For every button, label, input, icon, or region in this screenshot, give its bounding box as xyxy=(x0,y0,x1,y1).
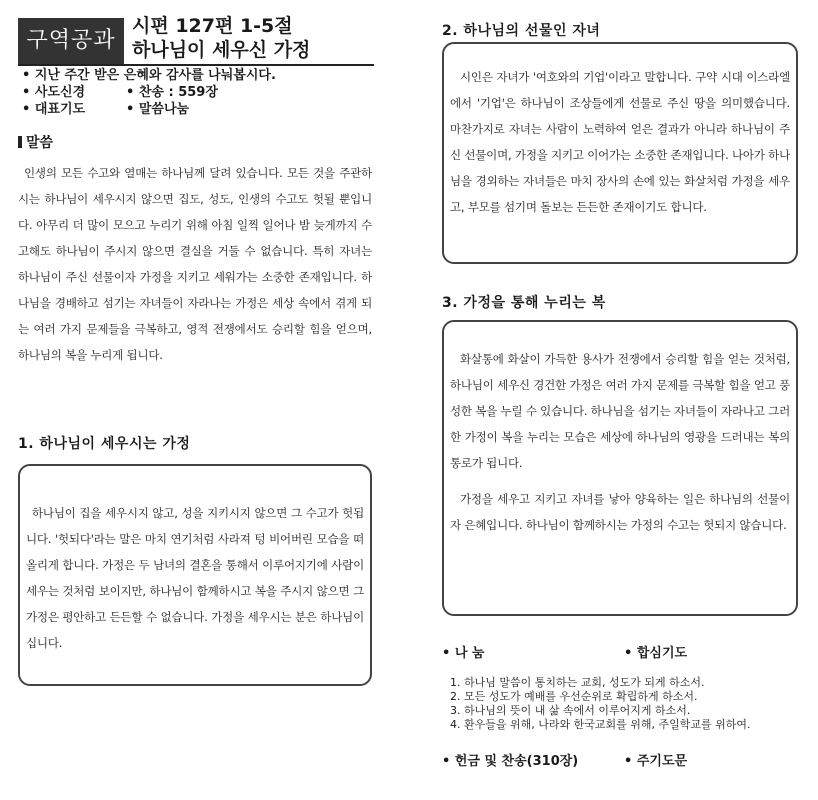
order-row xyxy=(22,101,382,118)
title-block xyxy=(132,14,372,62)
title-badge: 구역공과 xyxy=(18,18,124,64)
point-2-box xyxy=(442,42,798,264)
section-marker xyxy=(18,136,22,148)
sermon-body: 인생의 모든 수고와 열매는 하나님께 달려 있습니다. 모든 것을 주관하시는 하나님이 세우시지 않으면 집도, 성도, 인생의 수고도 헛될 뿐입니다. 아무리 더 많이 모으고 누리기 위해 아침 일찍 일어나 밤 늦게까지 수고해도 하나님이 주시지 않으면 결실을 거둘 수 없습니다. 특히 자녀는 하나님이 주신 선물이자 가정을 지키고 세워가는 소중한 존재입니다. 하나님을 경배하고 섬기는 자녀들이 자라나는 가정은 세상 속에서 겪게 되는 여러 가지 문제들을 극복하고, 영적 전쟁에서도 승리할 힘을 얻으며, 하나님의 복을 누리게 됩니다. xyxy=(18,166,372,362)
order-item-creed: • 사도신경 xyxy=(22,85,86,100)
prayer-item: 1. 하나님 말씀이 통치하는 교회, 성도가 되게 하소서. xyxy=(450,676,705,689)
lords-prayer-label: • 주기도문 xyxy=(624,754,688,769)
point-3-body: 화살통에 화살이 가득한 용사가 전쟁에서 승리할 힘을 얻는 것처럼, 하나님이 세우신 경건한 가정은 여러 가지 문제를 극복할 힘을 얻고 풍성한 복을 누릴 수 있습니다. 하나님을 섬기는 자녀들이 자라나고 그러한 가정이 복을 누리는 모습은 세상에 하나님의 영광을 드러내는 복의 통로가 됩니다. xyxy=(450,352,791,470)
order-item-hymn: • 찬송 : 559장 xyxy=(126,85,218,100)
order-of-service xyxy=(22,67,382,118)
joint-prayer-label: • 합심기도 xyxy=(624,646,688,661)
order-item-sharing: • 말씀나눔 xyxy=(126,102,190,117)
title-divider xyxy=(18,64,374,66)
point-3-heading: 3. 가정을 통해 누리는 복 xyxy=(442,295,606,311)
sharing-label: • 나 눔 xyxy=(442,646,485,661)
point-1-box xyxy=(18,464,372,686)
prayer-item: 4. 환우들을 위해, 나라와 한국교회를 위해, 주일학교를 위하여. xyxy=(450,718,751,731)
lesson-title: 하나님이 세우신 가정 xyxy=(132,39,311,61)
point-3-box xyxy=(442,320,798,616)
point-1-heading: 1. 하나님이 세우시는 가정 xyxy=(18,436,191,452)
prayer-list xyxy=(450,676,810,732)
order-item-gratitude: • 지난 주간 받은 은혜와 감사를 나눠봅시다. xyxy=(22,68,276,83)
order-row xyxy=(22,84,382,101)
point-2-heading: 2. 하나님의 선물인 자녀 xyxy=(442,23,601,39)
point-1-body: 하나님이 집을 세우시지 않고, 성을 지키시지 않으면 그 수고가 헛됩니다. '헛되다'라는 말은 마치 연기처럼 사라져 텅 비어버린 모습을 떠올리게 합니다. 가정은 두 남녀의 결혼을 통해서 이루어지기에 사람이 세우는 것처럼 보이지만, 하나님이 함께하시고 복을 주시지 않으면 그 가정은 평안하고 든든할 수 없습니다. 가정을 세우시는 분은 하나님이십니다. xyxy=(26,506,364,650)
order-row xyxy=(22,67,382,84)
point-2-body: 시인은 자녀가 '여호와의 기업'이라고 말합니다. 구약 시대 이스라엘에서 '기업'은 하나님이 조상들에게 선물로 주신 땅을 의미했습니다. 마찬가지로 자녀는 사람이 노력하여 얻은 결과가 아니라 하나님이 주신 선물이며, 가정을 지키고 이어가는 소중한 존재입니다. 나아가 하나님을 경외하는 자녀들은 마치 장사의 손에 있는 화살처럼 가정을 세우고, 부모를 섬기며 돌보는 든든한 존재이기도 합니다. xyxy=(450,70,791,214)
sermon-label: 말씀 xyxy=(26,135,54,151)
offering-hymn-label: • 헌금 및 찬송(310장) xyxy=(442,754,579,769)
closing-row xyxy=(442,750,802,768)
sermon-heading xyxy=(18,132,53,152)
scripture-reference: 시편 127편 1-5절 xyxy=(132,15,293,37)
order-item-prayer: • 대표기도 xyxy=(22,102,86,117)
prayer-item: 2. 모든 성도가 예배를 우선순위로 확립하게 하소서. xyxy=(450,690,698,703)
prayer-item: 3. 하나님의 뜻이 내 삶 속에서 이루어지게 하소서. xyxy=(450,704,691,717)
point-3-body-2: 가정을 세우고 지키고 자녀를 낳아 양육하는 일은 하나님의 선물이자 은혜입니다. 하나님이 함께하시는 가정의 수고는 헛되지 않습니다. xyxy=(450,492,790,532)
prayer-header xyxy=(442,642,802,660)
